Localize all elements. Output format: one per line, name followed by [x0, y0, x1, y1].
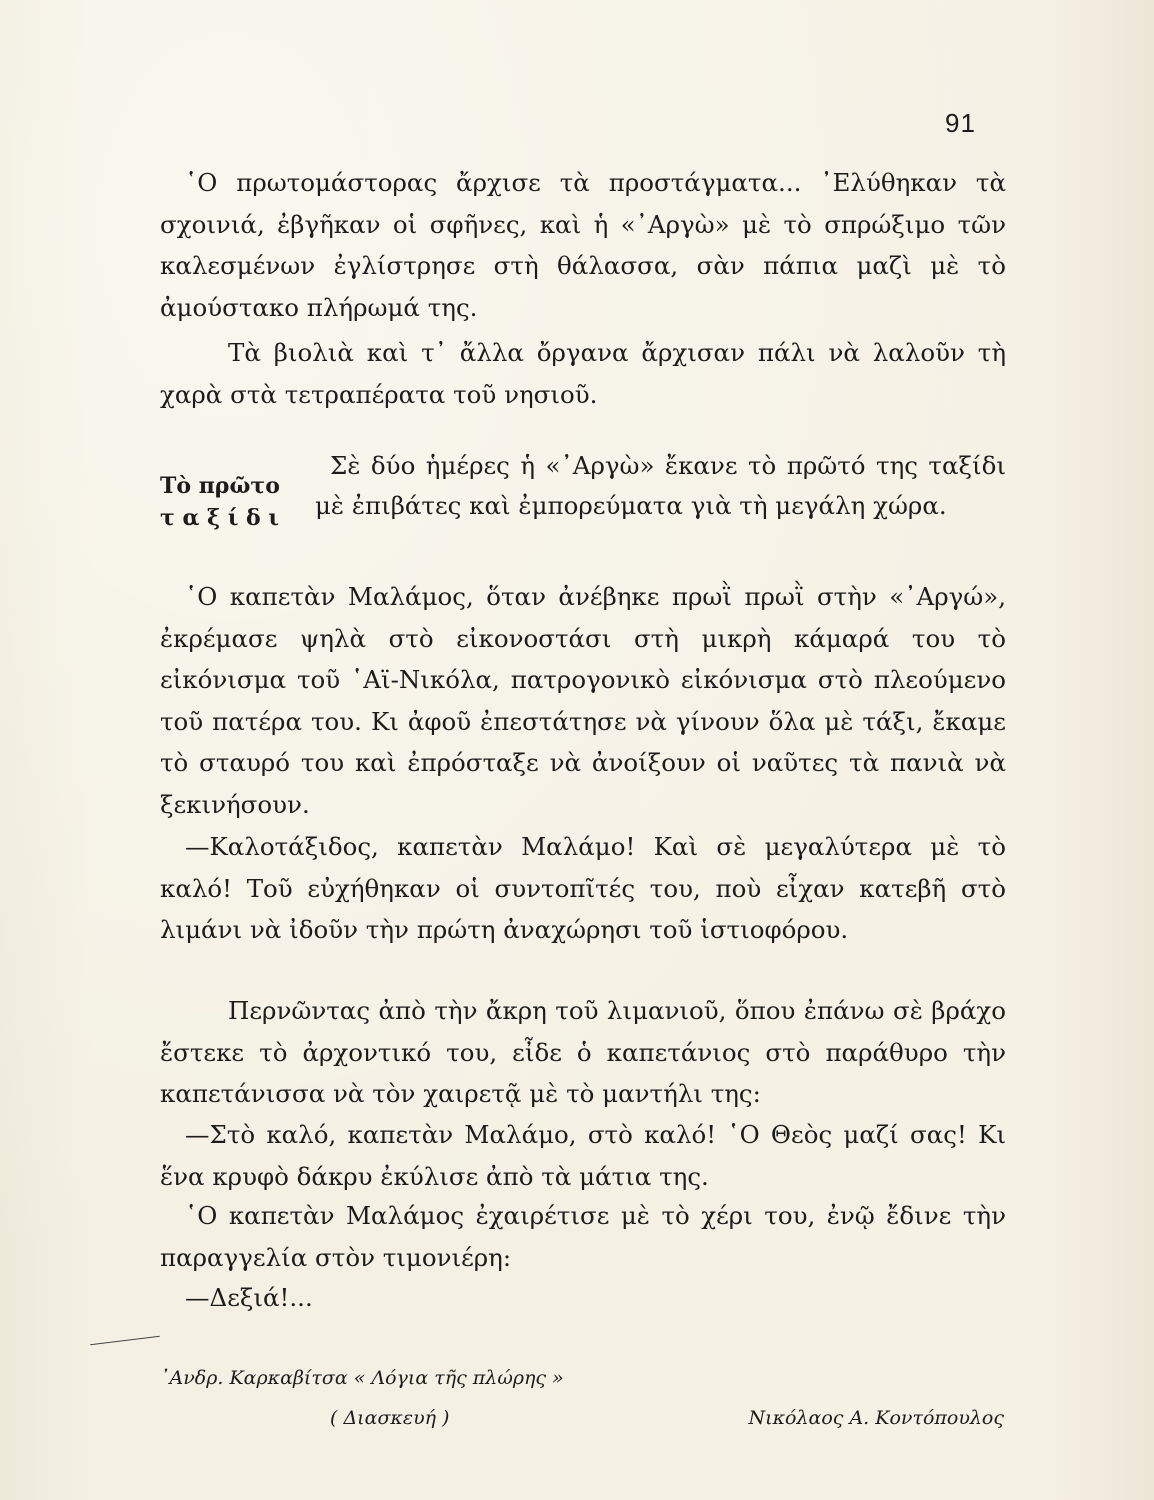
footnote-divider: [90, 1336, 160, 1346]
paragraph-wife-farewell: —Στὸ καλό, καπετὰν Μαλάμο, στὸ καλό! ῾Ο Θεὸς μαζί σας! Κι ἕνα κρυφὸ δάκρυ ἐκύλισε ἀπὸ τὰ μάτια της.: [160, 1120, 1006, 1191]
footnote-adaptation-note: ( Διασκευή ): [330, 1407, 450, 1429]
paragraph-captain-icon: ῾Ο καπετὰν Μαλάμος, ὅταν ἀνέβηκε πρωῒ πρωῒ στὴν «᾿Αργώ», ἐκρέμασε ψηλὰ στὸ εἰκονοστάσι στὴ μικρὴ κάμαρά του τὸ εἰκόνισμα τοῦ ῾Αϊ-Νικόλα, πατρογονικὸ εἰκόνισμα στὸ πλεούμενο τοῦ πατέρα του. Κι ἀφοῦ ἐπεστάτησε νὰ γίνουν ὅλα μὲ τάξι, ἔκαμε τὸ σταυρό του καὶ ἐπρόσταξε νὰ ἀνοίξουν οἱ ναῦτες τὰ πανιὰ νὰ ξεκινήσουν.: [160, 582, 1006, 819]
page-number: 91: [945, 108, 976, 138]
first-voyage-text: Σὲ δύο ἡμέρες ἡ «᾿Αργὼ» ἔκανε τὸ πρῶτό της ταξίδι μὲ ἐπιβάτες καὶ ἐμπορεύματα γιὰ τὴ μεγάλη χώρα.: [315, 451, 1006, 520]
paragraph-farewell-wishes: —Καλοτάξιδος, καπετὰν Μαλάμο! Καὶ σὲ μεγαλύτερα μὲ τὸ καλό! Τοῦ εὐχήθηκαν οἱ συντοπῖτές του, ποὺ εἶχαν κατεβῆ στὸ λιμάνι νὰ ἰδοῦν τὴν πρώτη ἀναχώρησι τοῦ ἱστιοφόρου.: [160, 832, 1006, 944]
footnote-source: ᾿Ανδρ. Καρκαβίτσα « Λόγια τῆς πλώρης »: [160, 1367, 564, 1389]
paragraph-celebration: Τὰ βιολιὰ καὶ τ᾿ ἄλλα ὄργανα ἄρχισαν πάλι νὰ λαλοῦν τὴ χαρὰ στὰ τετραπέρατα τοῦ νησιοῦ.: [160, 338, 1006, 409]
paragraph-launch: ῾Ο πρωτομάστορας ἄρχισε τὰ προστάγματα... ᾿Ελύθηκαν τὰ σχοινιά, ἐβγῆκαν οἱ σφῆνες, καὶ ἡ «᾿Αργὼ» μὲ τὸ σπρώξιμο τῶν καλεσμένων ἐγλίστρησε στὴ θάλασσα, σὰν πάπια μαζὶ μὲ τὸ ἀμούστακο πλήρωμά της.: [160, 168, 1006, 322]
marginal-heading: Τὸ πρῶτο τ α ξ ί δ ι: [160, 473, 280, 531]
footnote-author: Νικόλαος Α. Κοντόπουλος: [748, 1407, 1004, 1429]
paragraph-helmsman-order: ῾Ο καπετὰν Μαλάμος ἐχαιρέτισε μὲ τὸ χέρι του, ἐνῷ ἔδινε τὴν παραγγελία στὸν τιμονιέρη:: [160, 1201, 1006, 1272]
paragraph-command: —Δεξιά!...: [185, 1283, 313, 1312]
paragraph-mansion: Περνῶντας ἀπὸ τὴν ἄκρη τοῦ λιμανιοῦ, ὅπου ἐπάνω σὲ βράχο ἔστεκε τὸ ἀρχοντικό του, εἶδε ὁ καπετάνιος στὸ παράθυρο τὴν καπετάνισσα νὰ τὸν χαιρετᾷ μὲ τὸ μαντήλι της:: [160, 996, 1006, 1108]
first-voyage-section: [160, 446, 1006, 572]
